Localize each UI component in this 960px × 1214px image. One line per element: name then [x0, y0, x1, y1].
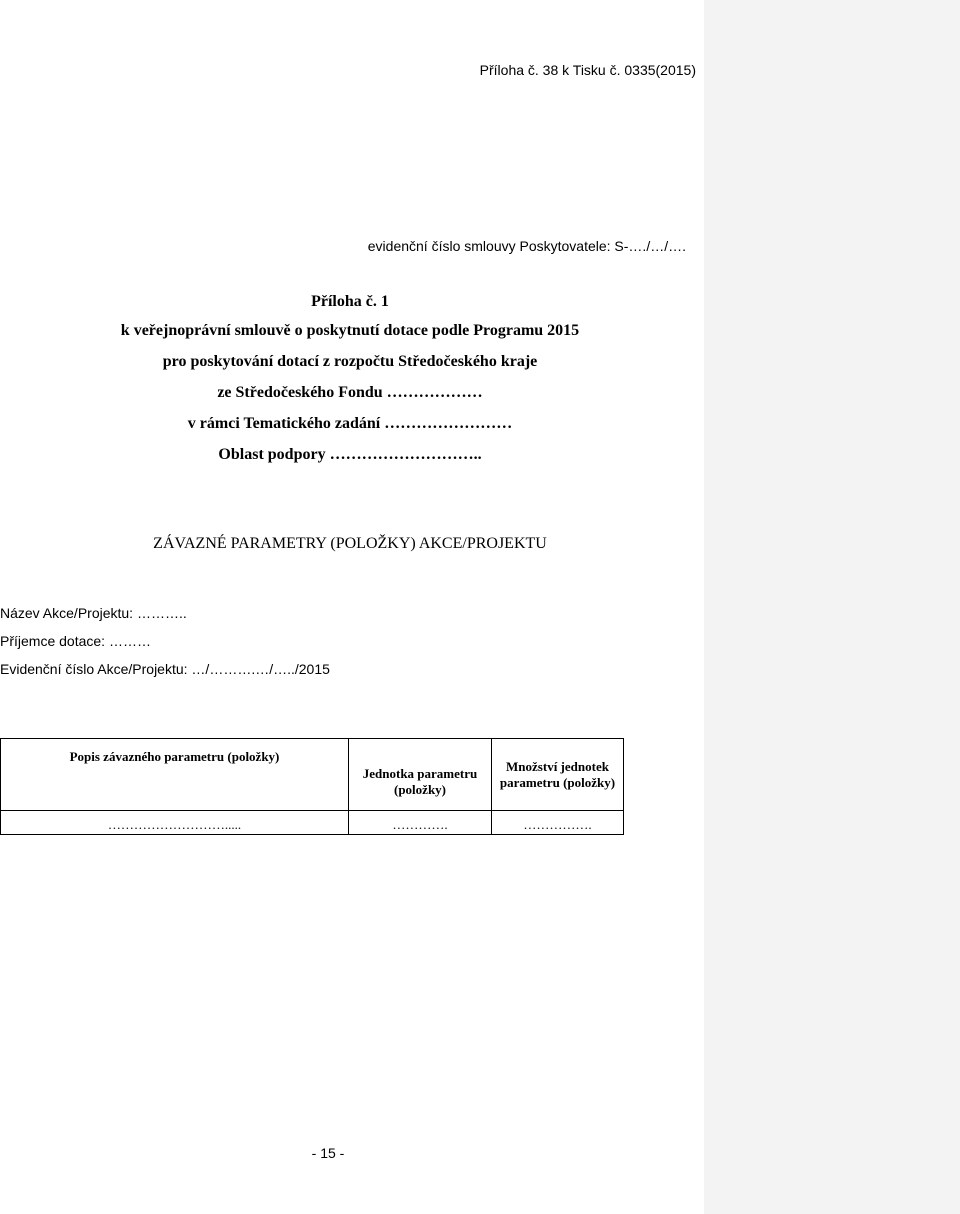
cell-unit: …………. — [349, 811, 492, 835]
annex-line-program: k veřejnoprávní smlouvě o poskytnutí dotace podle Programu 2015 — [120, 322, 580, 339]
header-unit: Jednotka parametru (položky) — [349, 739, 492, 811]
annex-title: Příloha č. 1 — [311, 293, 389, 310]
attachment-note: Příloha č. 38 k Tisku č. 0335(2015) — [479, 62, 696, 78]
table-row — [1, 811, 624, 835]
annex-line-thematic: v rámci Tematického zadání …………………… — [187, 415, 513, 432]
annex-line-fund: ze Středočeského Fondu ……………… — [217, 384, 483, 401]
parameters-table — [0, 738, 624, 835]
header-description: Popis závazného parametru (položky) — [1, 739, 349, 811]
annex-line-budget: pro poskytování dotací z rozpočtu Středočeského kraje — [162, 353, 538, 370]
project-number-line: Evidenční číslo Akce/Projektu: …/……….…/…../2015 — [0, 661, 330, 677]
table-header-row — [1, 739, 624, 811]
right-margin-panel — [704, 0, 960, 1214]
annex-line-area: Oblast podpory ……………………….. — [218, 446, 482, 463]
cell-quantity: ……………. — [492, 811, 624, 835]
project-name-line: Název Akce/Projektu: ……….. — [0, 605, 187, 621]
section-heading: ZÁVAZNÉ PARAMETRY (POLOŽKY) AKCE/PROJEKTU — [153, 535, 547, 552]
page-number: - 15 - — [311, 1145, 345, 1161]
recipient-line: Příjemce dotace: ……… — [0, 633, 151, 649]
cell-description: ………………………..... — [1, 811, 349, 835]
contract-evidence-number: evidenční číslo smlouvy Poskytovatele: S-…./…/…. — [367, 238, 686, 254]
header-quantity: Množství jednotek parametru (položky) — [492, 739, 624, 811]
